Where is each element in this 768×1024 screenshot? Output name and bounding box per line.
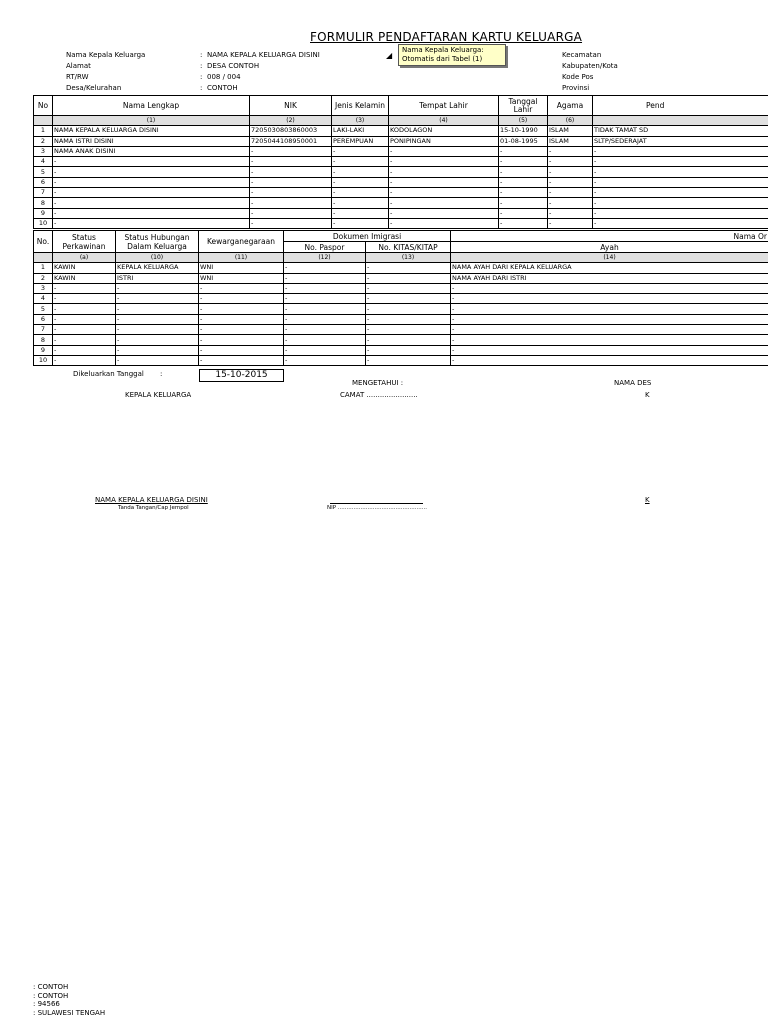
table-row xyxy=(34,136,768,146)
col-nik: NIK xyxy=(250,96,332,116)
table-row xyxy=(34,314,768,324)
table-cell: - xyxy=(366,283,451,293)
col2-no: No. xyxy=(34,231,53,253)
table-cell: - xyxy=(499,167,548,177)
table-cell: - xyxy=(284,304,366,314)
table-cell: - xyxy=(593,218,768,228)
table-cell: WNI xyxy=(199,273,284,283)
col-agama: Agama xyxy=(548,96,593,116)
table-cell: - xyxy=(250,157,332,167)
table-cell: - xyxy=(593,146,768,156)
table-cell: - xyxy=(284,294,366,304)
table-cell: - xyxy=(53,198,250,208)
value-rtrw: 008 / 004 xyxy=(207,73,241,81)
value-desa: CONTOH xyxy=(207,84,238,92)
table-cell: - xyxy=(548,218,593,228)
table-cell: - xyxy=(116,335,199,345)
column-number-row-2: (a) (10) (11) (12) (13) (14) xyxy=(34,253,768,263)
table-cell: - xyxy=(389,177,499,187)
table-row xyxy=(34,157,768,167)
table-cell: - xyxy=(53,294,116,304)
table-cell: - xyxy=(199,314,284,324)
table-cell: - xyxy=(366,273,451,283)
col2-nama-orang-tua: Nama Or xyxy=(451,231,768,242)
table-cell: - xyxy=(499,188,548,198)
table-row xyxy=(34,208,768,218)
table-cell: KAWIN xyxy=(53,263,116,273)
table-row xyxy=(34,126,768,136)
col-nama-lengkap: Nama Lengkap xyxy=(53,96,250,116)
footer-kabupaten: : CONTOH xyxy=(33,991,69,1000)
table-cell: - xyxy=(499,218,548,228)
table-cell: NAMA KEPALA KELUARGA DISINI xyxy=(53,126,250,136)
table-cell: - xyxy=(250,198,332,208)
footer-values xyxy=(33,983,105,1017)
table-cell: - xyxy=(199,283,284,293)
table-cell: - xyxy=(548,208,593,218)
label-provinsi: Provinsi xyxy=(562,84,590,92)
table-cell: - xyxy=(593,198,768,208)
table-cell: - xyxy=(116,314,199,324)
table-cell: - xyxy=(451,294,768,304)
table-row xyxy=(34,198,768,208)
table-cell: SLTP/SEDERAJAT xyxy=(593,136,768,146)
table-cell: - xyxy=(53,177,250,187)
table-cell: NAMA ISTRI DISINI xyxy=(53,136,250,146)
table-cell: 5 xyxy=(34,167,53,177)
table-cell: 9 xyxy=(34,208,53,218)
table-cell: 2 xyxy=(34,273,53,283)
table-cell: - xyxy=(451,314,768,324)
table-cell: - xyxy=(199,304,284,314)
table-cell: - xyxy=(366,314,451,324)
kk-signature-name: NAMA KEPALA KELUARGA DISINI xyxy=(95,496,208,504)
table-cell: - xyxy=(250,146,332,156)
table-cell: - xyxy=(199,355,284,365)
table-cell: 1 xyxy=(34,263,53,273)
table-row xyxy=(34,283,768,293)
table-cell: - xyxy=(389,208,499,218)
table-row xyxy=(34,263,768,273)
label-desa: Desa/Kelurahan xyxy=(66,84,122,92)
table-cell: - xyxy=(499,208,548,218)
table-cell: ISTRI xyxy=(116,273,199,283)
table-row xyxy=(34,335,768,345)
table-cell: - xyxy=(548,157,593,167)
table-row xyxy=(34,355,768,365)
header-values-left xyxy=(207,50,320,94)
table-cell: - xyxy=(389,157,499,167)
family-members-table xyxy=(33,95,768,229)
table-cell: - xyxy=(332,218,389,228)
table-cell: - xyxy=(499,146,548,156)
table-cell: - xyxy=(53,304,116,314)
table-cell: - xyxy=(284,325,366,335)
table-cell: - xyxy=(53,314,116,324)
camat-label: CAMAT ....................... xyxy=(340,391,418,399)
table-cell: - xyxy=(53,218,250,228)
table-cell: KAWIN xyxy=(53,273,116,283)
tooltip-arrow-icon: ◢ xyxy=(386,51,393,60)
table-cell: - xyxy=(332,198,389,208)
table-cell: - xyxy=(366,355,451,365)
kepala-keluarga-label: KEPALA KELUARGA xyxy=(125,391,192,399)
table-cell: 4 xyxy=(34,157,53,167)
col-tempat-lahir: Tempat Lahir xyxy=(389,96,499,116)
table-cell: 1 xyxy=(34,126,53,136)
label-kabupaten: Kabupaten/Kota xyxy=(562,62,618,70)
table-cell: - xyxy=(451,355,768,365)
table-cell: - xyxy=(332,157,389,167)
table-row xyxy=(34,218,768,228)
table-cell: - xyxy=(116,304,199,314)
table-cell: 15-10-1990 xyxy=(499,126,548,136)
table-cell: - xyxy=(284,263,366,273)
table-cell: - xyxy=(116,283,199,293)
table-cell: - xyxy=(389,188,499,198)
table-cell: - xyxy=(250,188,332,198)
table-cell: - xyxy=(548,167,593,177)
tooltip-line1: Nama Kepala Keluarga: xyxy=(402,46,484,54)
table-cell: KEPALA KELUARGA xyxy=(116,263,199,273)
col-jenis-kelamin: Jenis Kelamin xyxy=(332,96,389,116)
table-cell: - xyxy=(593,177,768,187)
col2-kewarganegaraan: Kewarganegaraan xyxy=(199,231,284,253)
table-cell: 8 xyxy=(34,198,53,208)
table-cell: - xyxy=(451,325,768,335)
signature-caption: Tanda Tangan/Cap Jempol xyxy=(118,505,189,511)
table-cell: - xyxy=(451,335,768,345)
footer-kodepos: : 94566 xyxy=(33,1000,60,1008)
table-cell: - xyxy=(366,345,451,355)
status-body xyxy=(34,263,768,366)
family-members-body xyxy=(34,126,768,229)
table-cell: - xyxy=(53,325,116,335)
table-cell: PONIPINGAN xyxy=(389,136,499,146)
col2-status-perkawinan: Status Perkawinan xyxy=(53,231,116,253)
table-cell: 2 xyxy=(34,136,53,146)
label-kodepos: Kode Pos xyxy=(562,73,594,81)
column-number-row: (1) (2) (3) (4) (5) (6) xyxy=(34,116,768,126)
table-cell: - xyxy=(548,146,593,156)
table-cell: - xyxy=(366,325,451,335)
table-cell: WNI xyxy=(199,263,284,273)
issued-label: Dikeluarkan Tanggal xyxy=(73,370,144,378)
table-row xyxy=(34,177,768,187)
table-cell: - xyxy=(250,177,332,187)
table-cell: - xyxy=(250,167,332,177)
table-cell: - xyxy=(116,345,199,355)
table-cell: 3 xyxy=(34,283,53,293)
table-cell: - xyxy=(284,283,366,293)
status-table xyxy=(33,230,768,366)
table-cell: - xyxy=(199,335,284,345)
table-cell: - xyxy=(53,335,116,345)
table-cell: 6 xyxy=(34,177,53,187)
table-cell: ISLAM xyxy=(548,136,593,146)
table-cell: - xyxy=(284,314,366,324)
table-cell: - xyxy=(284,273,366,283)
table-cell: - xyxy=(53,345,116,355)
table-cell: ISLAM xyxy=(548,126,593,136)
table-cell: - xyxy=(250,218,332,228)
col-tanggal-lahir: Tanggal Lahir xyxy=(499,96,548,116)
col2-paspor: No. Paspor xyxy=(284,242,366,253)
table-cell: 01-08-1995 xyxy=(499,136,548,146)
table-cell: - xyxy=(332,177,389,187)
table-cell: - xyxy=(332,167,389,177)
table-cell: 6 xyxy=(34,314,53,324)
table-cell: 10 xyxy=(34,218,53,228)
table-cell: - xyxy=(548,177,593,187)
table-cell: - xyxy=(250,208,332,218)
label-kecamatan: Kecamatan xyxy=(562,51,602,59)
table-cell: - xyxy=(53,157,250,167)
form-title: FORMULIR PENDAFTARAN KARTU KELUARGA xyxy=(310,30,583,44)
table-cell: 7 xyxy=(34,188,53,198)
table-row xyxy=(34,294,768,304)
col2-ayah: Ayah xyxy=(451,242,768,253)
table-cell: PEREMPUAN xyxy=(332,136,389,146)
camat-signature-line xyxy=(330,503,423,504)
table-cell: - xyxy=(53,188,250,198)
table-cell: - xyxy=(332,208,389,218)
mengetahui-label: MENGETAHUI : xyxy=(352,379,404,387)
table-cell: 7 xyxy=(34,325,53,335)
table-cell: - xyxy=(53,283,116,293)
table-row xyxy=(34,325,768,335)
nip-label: NIP ................................................... xyxy=(327,505,427,511)
table-cell: - xyxy=(389,146,499,156)
table-cell: - xyxy=(548,198,593,208)
table-cell: - xyxy=(53,208,250,218)
table-cell: - xyxy=(451,304,768,314)
table-cell: 5 xyxy=(34,304,53,314)
table-cell: - xyxy=(199,325,284,335)
table-cell: 7205044108950001 xyxy=(250,136,332,146)
issued-colon: : xyxy=(160,370,163,378)
table-cell: - xyxy=(199,294,284,304)
table-cell: - xyxy=(53,167,250,177)
table-cell: 9 xyxy=(34,345,53,355)
label-alamat: Alamat xyxy=(66,62,91,70)
table-cell: - xyxy=(116,294,199,304)
table-cell: - xyxy=(389,167,499,177)
footer-provinsi: : SULAWESI TENGAH xyxy=(33,1008,106,1017)
table-cell: - xyxy=(548,188,593,198)
table-cell: - xyxy=(332,188,389,198)
table-cell: - xyxy=(593,208,768,218)
table-cell: - xyxy=(451,283,768,293)
col2-kitas: No. KITAS/KITAP xyxy=(366,242,451,253)
table-cell: - xyxy=(116,325,199,335)
table-row xyxy=(34,167,768,177)
col2-dokumen-imigrasi: Dokumen Imigrasi xyxy=(284,231,451,242)
table-cell: - xyxy=(366,304,451,314)
table-cell: - xyxy=(199,345,284,355)
table-cell: - xyxy=(389,198,499,208)
table-cell: - xyxy=(499,198,548,208)
table-cell: - xyxy=(284,345,366,355)
col2-status-hubungan: Status Hubungan Dalam Keluarga xyxy=(116,231,199,253)
table-row xyxy=(34,188,768,198)
table-cell: - xyxy=(593,157,768,167)
label-rtrw: RT/RW xyxy=(66,73,89,81)
table-cell: - xyxy=(284,355,366,365)
table-cell: - xyxy=(116,355,199,365)
table-cell: - xyxy=(499,157,548,167)
k-right-label: K xyxy=(645,391,650,399)
table-cell: - xyxy=(593,167,768,177)
header-labels-left xyxy=(66,50,145,94)
table-cell: - xyxy=(332,146,389,156)
table-cell: 10 xyxy=(34,355,53,365)
comment-tooltip xyxy=(398,44,506,66)
table-cell: - xyxy=(451,345,768,355)
table-cell: 8 xyxy=(34,335,53,345)
table-row xyxy=(34,345,768,355)
header-labels-right xyxy=(562,50,618,94)
footer-kecamatan: : CONTOH xyxy=(33,983,69,991)
table-cell: - xyxy=(593,188,768,198)
label-nama-kepala: Nama Kepala Keluarga xyxy=(66,51,146,59)
k-right-bottom: K xyxy=(645,496,650,504)
table-cell: - xyxy=(499,177,548,187)
value-alamat: DESA CONTOH xyxy=(207,62,260,70)
table-cell: NAMA AYAH DARI KEPALA KELUARGA xyxy=(451,263,768,273)
col-pendidikan: Pend xyxy=(593,96,768,116)
table-cell: NAMA AYAH DARI ISTRI xyxy=(451,273,768,283)
table-cell: TIDAK TAMAT SD xyxy=(593,126,768,136)
value-nama-kepala: NAMA KEPALA KELUARGA DISINI xyxy=(207,51,320,59)
table-cell: 4 xyxy=(34,294,53,304)
table-row xyxy=(34,304,768,314)
table-cell: 7205030803860003 xyxy=(250,126,332,136)
table-cell: NAMA ANAK DISINI xyxy=(53,146,250,156)
table-cell: 3 xyxy=(34,146,53,156)
table-cell: - xyxy=(366,294,451,304)
table-cell: - xyxy=(389,218,499,228)
header-colons: : : : : xyxy=(200,51,203,92)
tooltip-line2: Otomatis dari Tabel (1) xyxy=(402,55,483,63)
table-cell: - xyxy=(53,355,116,365)
col-no: No xyxy=(34,96,53,116)
table-row xyxy=(34,273,768,283)
issued-date[interactable]: 15-10-2015 xyxy=(199,369,284,382)
table-cell: - xyxy=(284,335,366,345)
table-cell: KODOLAGON xyxy=(389,126,499,136)
table-cell: LAKI-LAKI xyxy=(332,126,389,136)
table-row xyxy=(34,146,768,156)
table-cell: - xyxy=(366,263,451,273)
nama-desa-label: NAMA DES xyxy=(614,379,652,387)
table-cell: - xyxy=(366,335,451,345)
